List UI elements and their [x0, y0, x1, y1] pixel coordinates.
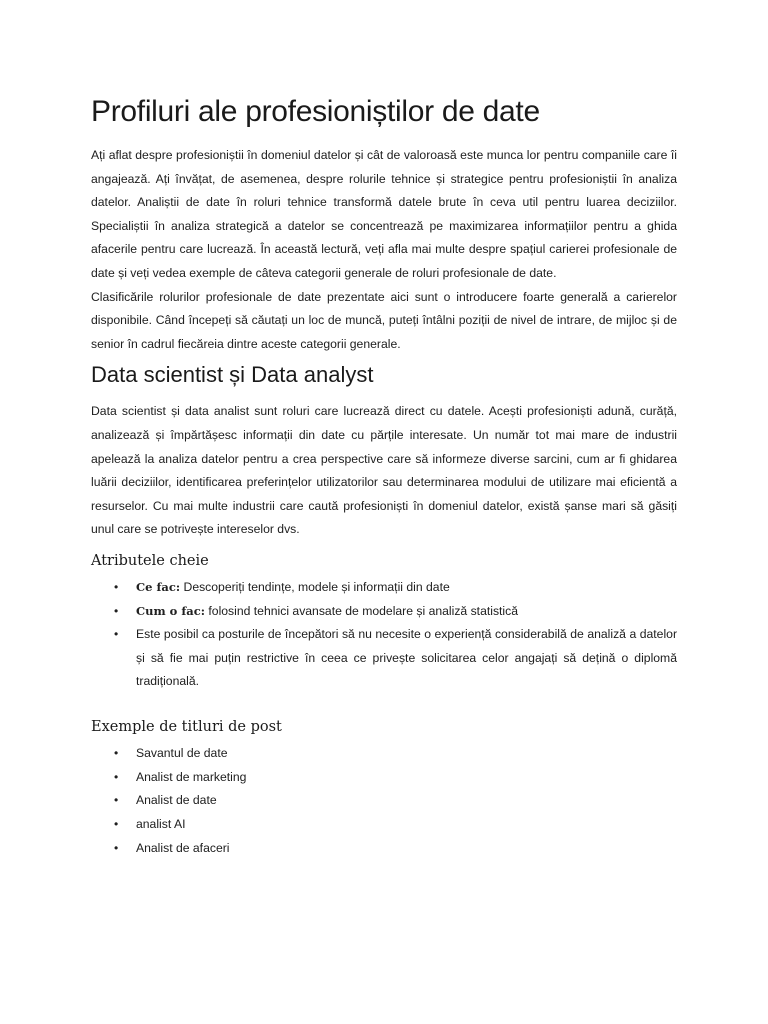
list-item	[91, 789, 677, 813]
attribute-text: folosind tehnici avansate de modelare și analiză statistică	[205, 603, 519, 618]
intro-paragraph-1: Ați aflat despre profesioniștii în domeniul datelor și cât de valoroasă este munca lor pentru companiile care îi angajează. Ați învățat, de asemenea, despre rolurile tehnice și strategice pentru profesioniștii în analiza datelor. Analiștii de date în roluri tehnice transformă datele brute în ceva util pentru luarea deciziilor. Specialiștii în analiza strategică a datelor se concentrează pe maximizarea informațiilor pentru a ghida afacerile pentru care lucrează. În această lectură, veți afla mai multe despre spațiul carierei profesionale de date și veți vedea exemple de câteva categorii generale de roluri profesionale de date.	[91, 148, 677, 280]
bullet-icon: •	[114, 745, 119, 760]
job-titles-heading: Exemple de titluri de post	[91, 718, 282, 735]
page-title: Profiluri ale profesioniștilor de date	[91, 95, 540, 128]
bullet-icon: •	[114, 627, 119, 642]
attribute-text: Este posibil ca posturile de începători să nu necesite o experiență considerabilă de analiză a datelor și să fie mai puțin restrictive în ceea ce privește solicitarea celor angajați să dețină o diplomă tradițională.	[136, 627, 677, 689]
list-item	[91, 837, 677, 861]
attribute-item	[91, 600, 677, 624]
section-body: Data scientist și data analist sunt roluri care lucrează direct cu datele. Acești profesioniști adună, curăță, analizează și împărtășesc informații din date cu părțile interesate. Un număr tot mai mare de industrii apelează la analiza datelor pentru a crea perspective care să informeze diverse sarcini, cum ar fi ghidarea luării deciziilor, identificarea preferințelor utilizatorilor sau determinarea modului de utilizare mai eficientă a resurselor. Cu mai multe industrii care caută profesioniști în domeniul datelor, există șanse mari să găsiți unul care se potrivește intereselor dvs.	[91, 404, 677, 537]
bullet-icon: •	[114, 769, 119, 784]
attribute-label: Ce fac:	[136, 579, 181, 594]
job-title: analist AI	[136, 817, 186, 832]
job-title: Savantul de date	[136, 745, 228, 760]
bullet-icon: •	[114, 817, 119, 832]
list-item	[91, 813, 677, 837]
attribute-item	[91, 576, 677, 600]
job-titles-list	[91, 742, 677, 861]
attributes-heading: Atributele cheie	[91, 552, 209, 569]
list-item	[91, 766, 677, 790]
bullet-icon: •	[114, 841, 119, 856]
document-page	[91, 92, 677, 861]
intro-paragraph-2: Clasificările rolurilor profesionale de date prezentate aici sunt o introducere foarte generală a carierelor disponibile. Când începeți să căutați un loc de muncă, puteți întâlni poziții de nivel de intrare, de mijloc și de senior în cadrul fiecăreia dintre aceste categorii generale.	[91, 289, 677, 351]
attribute-item	[91, 623, 677, 694]
job-title: Analist de afaceri	[136, 841, 230, 856]
bullet-icon: •	[114, 603, 119, 618]
list-item	[91, 742, 677, 766]
attribute-label: Cum o fac:	[136, 603, 206, 618]
job-title: Analist de date	[136, 793, 217, 808]
section-heading: Data scientist și Data analyst	[91, 362, 374, 388]
bullet-icon: •	[114, 579, 119, 594]
attribute-text: Descoperiți tendințe, modele și informații din date	[180, 579, 450, 594]
bullet-icon: •	[114, 793, 119, 808]
attributes-list	[91, 576, 677, 694]
job-title: Analist de marketing	[136, 769, 247, 784]
